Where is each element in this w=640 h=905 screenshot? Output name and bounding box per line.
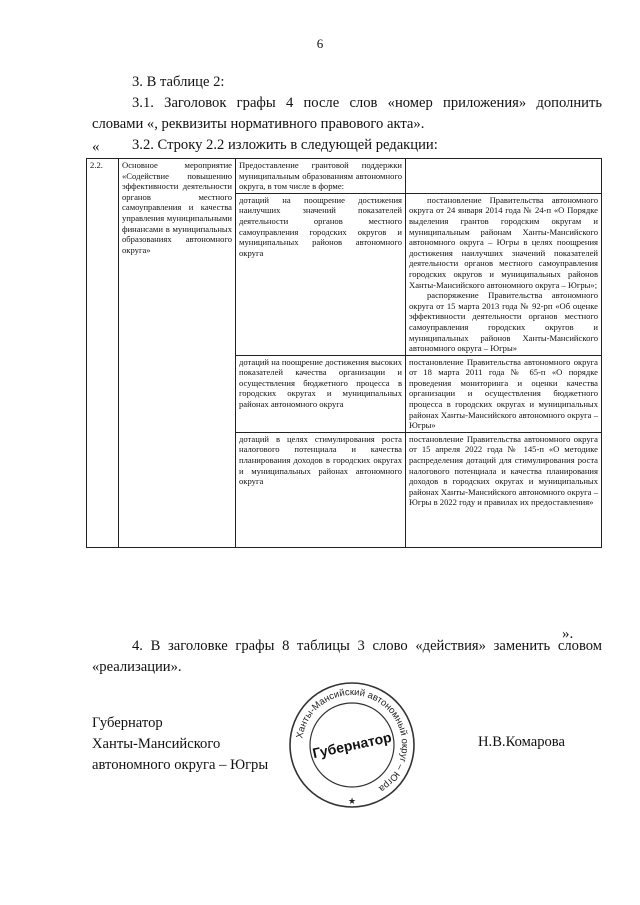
acts-cell: постановление Правительства автономного округа от 18 марта 2011 года № 65-п «О порядке проведения мониторинга и оценки качества организации и осуществления бюджетного процесса в городских округах и муниципальных районах Ханты-Мансийского автономного округа – Югры»	[406, 355, 602, 432]
row-2-2-table	[86, 158, 602, 548]
item-4: 4. В заголовке графы 8 таблицы 3 слово «действия» заменить словом «реализации».	[92, 638, 602, 675]
signatory-title: Губернатор	[92, 715, 163, 731]
table-row	[87, 159, 602, 194]
official-seal	[287, 680, 417, 810]
amendment-text-4	[92, 636, 602, 678]
section-3-heading: 3. В таблице 2:	[132, 74, 225, 90]
page-number: 6	[316, 36, 324, 51]
signature-block	[92, 713, 268, 776]
signatory-region-2: автономного округа – Югры	[92, 757, 269, 773]
description-cell: Предоставление грантовой поддержки муниципальным образованиям автономного округа, в том числе в форме:	[236, 159, 406, 194]
opening-quote: «	[92, 139, 100, 155]
acts-cell	[406, 193, 602, 355]
description-cell: дотаций на поощрение достижения наилучших значений показателей деятельности органов местного самоуправления городских округов и муниципальных районов автономного округа	[236, 193, 406, 355]
measure-cell: Основное мероприятие «Содействие повышению эффективности деятельности органов местного самоуправления и качества управления муниципальными финансами в муниципальных образованиях автономного округа»	[119, 159, 236, 548]
act-entry: распоряжение Правительства автономного округа от 15 марта 2013 года № 92-рп «Об оценке эффективности деятельности органов местного самоуправления городских округов и муниципальных районов Ханты-Мансийского автономного округа – Югры»	[409, 290, 598, 354]
description-cell: дотаций на поощрение достижения высоких показателей качества организации и осуществления бюджетного процесса в городских округах и муниципальных районах автономного округа	[236, 355, 406, 432]
amendment-text-3	[92, 72, 602, 156]
seal-center-text: Губернатор	[311, 728, 393, 762]
description-cell: дотаций в целях стимулирования роста налогового потенциала и качества планирования доходов в городских округах и муниципальных районах автономного округа	[236, 432, 406, 547]
seal-ring-text: Ханты-Мансийский автономный округ – Югра	[294, 686, 411, 795]
closing-quote: ».	[562, 626, 574, 642]
item-3-2: 3.2. Строку 2.2 изложить в следующей редакции:	[132, 137, 438, 153]
row-number-cell: 2.2.	[87, 159, 119, 548]
star-icon: ★	[347, 796, 357, 806]
act-entry: постановление Правительства автономного округа от 24 января 2014 года № 24-п «О Порядке выделения грантов городским округам и муниципальным районам Ханты-Мансийского автономного округа – Югры в целях поощрения достижения наилучших значений показателей деятельности органов местного самоуправления городских округов и муниципальных районов Ханты-Мансийского автономного округа – Югры»;	[409, 194, 598, 290]
acts-cell: постановление Правительства автономного округа от 15 апреля 2022 года № 145-п «О методике распределения дотаций для стимулирования роста налогового потенциала и качества планирования доходов в городских округах и муниципальных районах Ханты-Мансийского автономного округа – Югры в 2022 году и правилах их предоставления»	[406, 432, 602, 547]
item-3-1: 3.1. Заголовок графы 4 после слов «номер приложения» дополнить словами «, реквизиты нормативного правового акта».	[92, 95, 602, 132]
acts-cell	[406, 159, 602, 194]
signatory-region: Ханты-Мансийского	[92, 736, 221, 752]
signatory-name: Н.В.Комарова	[478, 734, 565, 750]
